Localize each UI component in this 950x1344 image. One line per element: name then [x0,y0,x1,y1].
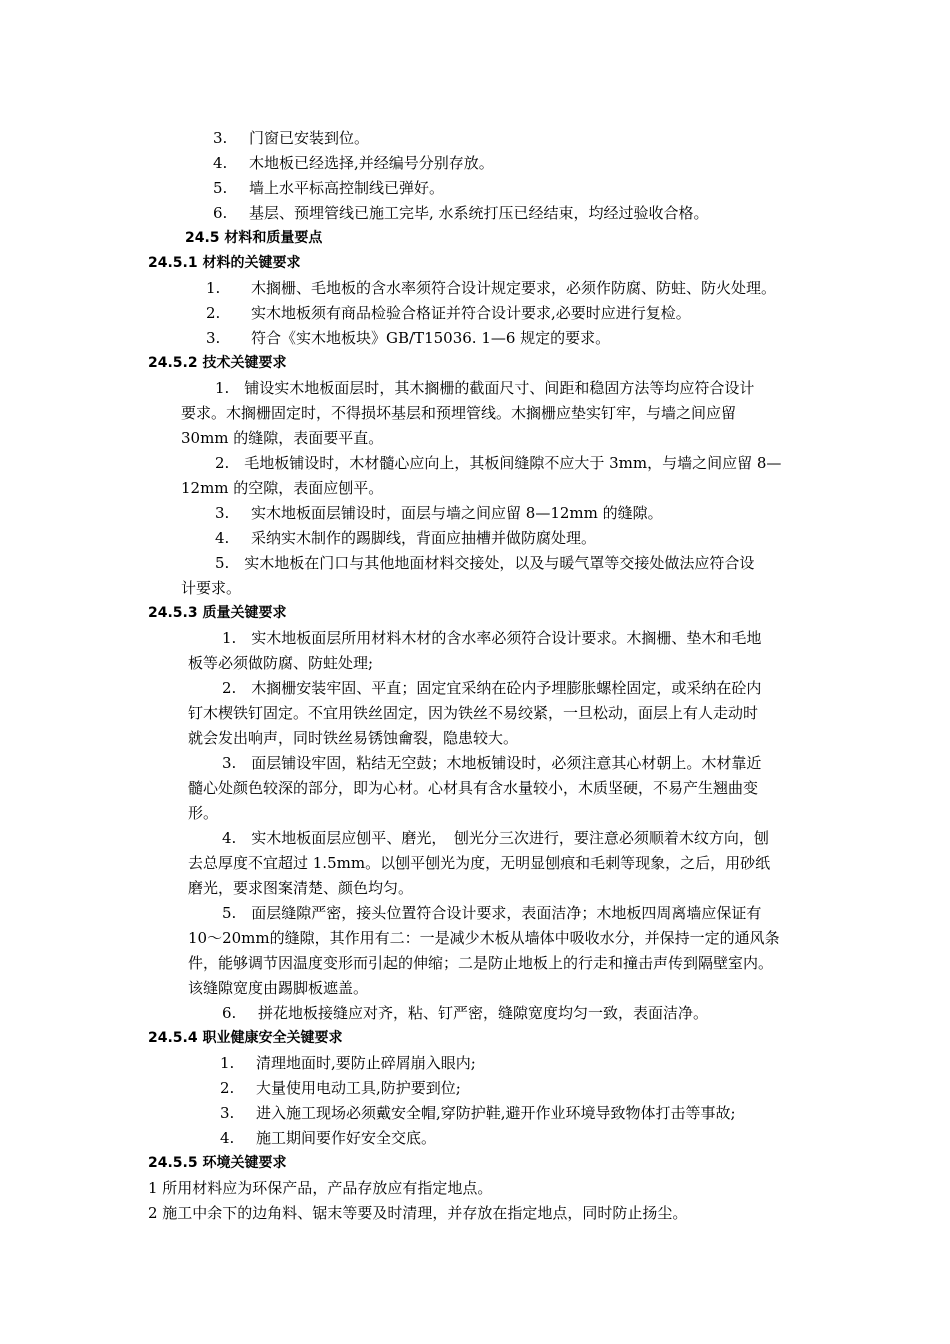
paragraph-line: 1 所用材料应为环保产品，产品存放应有指定地点。 [148,1179,493,1197]
list-item: 4. 采纳实木制作的踢脚线，背面应抽槽并做防腐处理。 [215,529,597,547]
list-item: 6. 拼花地板接缝应对齐，粘、钉严密，缝隙宽度均匀一致，表面洁净。 [222,1004,709,1022]
paragraph-line: 2. 木搁栅安装牢固、平直；固定宜采纳在砼内予埋膨胀螺栓固定，或采纳在砼内 [222,679,762,697]
list-item: 1. 清理地面时,要防止碎屑崩入眼内; [220,1054,476,1072]
list-item: 4. 木地板已经选择,并经编号分别存放。 [213,154,494,172]
paragraph-line: 磨光，要求图案清楚、颜色均匀。 [188,879,414,897]
list-item: 3. 进入施工现场必须戴安全帽,穿防护鞋,避开作业环境导致物体打击等事故; [220,1104,736,1122]
paragraph-line: 1. 铺设实木地板面层时，其木搁栅的截面尺寸、间距和稳固方法等均应符合设计 [215,379,755,397]
list-item: 3. 门窗已安装到位。 [213,129,370,147]
paragraph-line: 30mm 的缝隙，表面要平直。 [181,429,384,447]
paragraph-line: 10～20mm的缝隙，其作用有二：一是减少木板从墙体中吸收水分，并保持一定的通风条 [188,929,780,947]
paragraph-line: 要求。木搁栅固定时，不得损坏基层和预埋管线。木搁栅应垫实钉牢，与墙之间应留 [181,404,737,422]
paragraph-line: 去总厚度不宜超过 1.5mm。以刨平刨光为度，无明显刨痕和毛刺等现象，之后，用砂纸 [188,854,771,872]
list-item: 4. 施工期间要作好安全交底。 [220,1129,437,1147]
paragraph-line: 板等必须做防腐、防蛀处理; [188,654,374,672]
paragraph-line: 计要求。 [181,579,242,597]
paragraph-line: 形。 [188,804,219,822]
paragraph-line: 件，能够调节因温度变形而引起的伸缩；二是防止地板上的行走和撞击声传到隔壁室内。 [188,954,774,972]
paragraph-line: 2. 毛地板铺设时，木材髓心应向上，其板间缝隙不应大于 3mm，与墙之间应留 8— [215,454,782,472]
list-item: 5. 墙上水平标高控制线已弹好。 [213,179,445,197]
list-item: 3. 符合《实木地板块》GB/T15036. 1—6 规定的要求。 [206,329,611,347]
paragraph-line: 髓心处颜色较深的部分，即为心材。心材具有含水量较小，木质坚硬，不易产生翘曲变 [188,779,759,797]
subsection-heading: 24.5.1 材料的关键要求 [148,255,301,271]
subsection-heading: 24.5.2 技术关键要求 [148,355,287,371]
list-item: 3. 实木地板面层铺设时，面层与墙之间应留 8—12mm 的缝隙。 [215,504,663,522]
paragraph-line: 12mm 的空隙，表面应刨平。 [181,479,384,497]
paragraph-line: 5. 面层缝隙严密，接头位置符合设计要求，表面洁净；木地板四周离墙应保证有 [222,904,762,922]
subsection-heading: 24.5.3 质量关键要求 [148,605,287,621]
paragraph-line: 该缝隙宽度由踢脚板遮盖。 [188,979,369,997]
list-item: 2. 实木地板须有商品检验合格证并符合设计要求,必要时应进行复检。 [206,304,691,322]
paragraph-line: 2 施工中余下的边角料、锯末等要及时清理，并存放在指定地点，同时防止扬尘。 [148,1204,688,1222]
paragraph-line: 就会发出响声，同时铁丝易锈蚀龠裂，隐患较大。 [188,729,519,747]
subsection-heading: 24.5.5 环境关键要求 [148,1155,287,1171]
subsection-heading: 24.5.4 职业健康安全关键要求 [148,1030,343,1046]
paragraph-line: 3. 面层铺设牢固，粘结无空鼓；木地板铺设时，必须注意其心材朝上。木材靠近 [222,754,762,772]
paragraph-line: 钉木楔铁钉固定。不宜用铁丝固定，因为铁丝不易绞紧，一旦松动，面层上有人走动时 [188,704,759,722]
list-item: 2. 大量使用电动工具,防护要到位; [220,1079,461,1097]
paragraph-line: 1. 实木地板面层所用材料木材的含水率必须符合设计要求。木搁栅、垫木和毛地 [222,629,762,647]
section-heading: 24.5 材料和质量要点 [185,230,323,246]
paragraph-line: 5. 实木地板在门口与其他地面材料交接处，以及与暖气罩等交接处做法应符合设 [215,554,755,572]
paragraph-line: 4. 实木地板面层应刨平、磨光， 刨光分三次进行，要注意必须顺着木纹方向，刨 [222,829,769,847]
list-item: 6. 基层、预埋管线已施工完毕, 水系统打压已经结束，均经过验收合格。 [213,204,709,222]
list-item: 1. 木搁栅、毛地板的含水率须符合设计规定要求，必须作防腐、防蛀、防火处理。 [206,279,777,297]
